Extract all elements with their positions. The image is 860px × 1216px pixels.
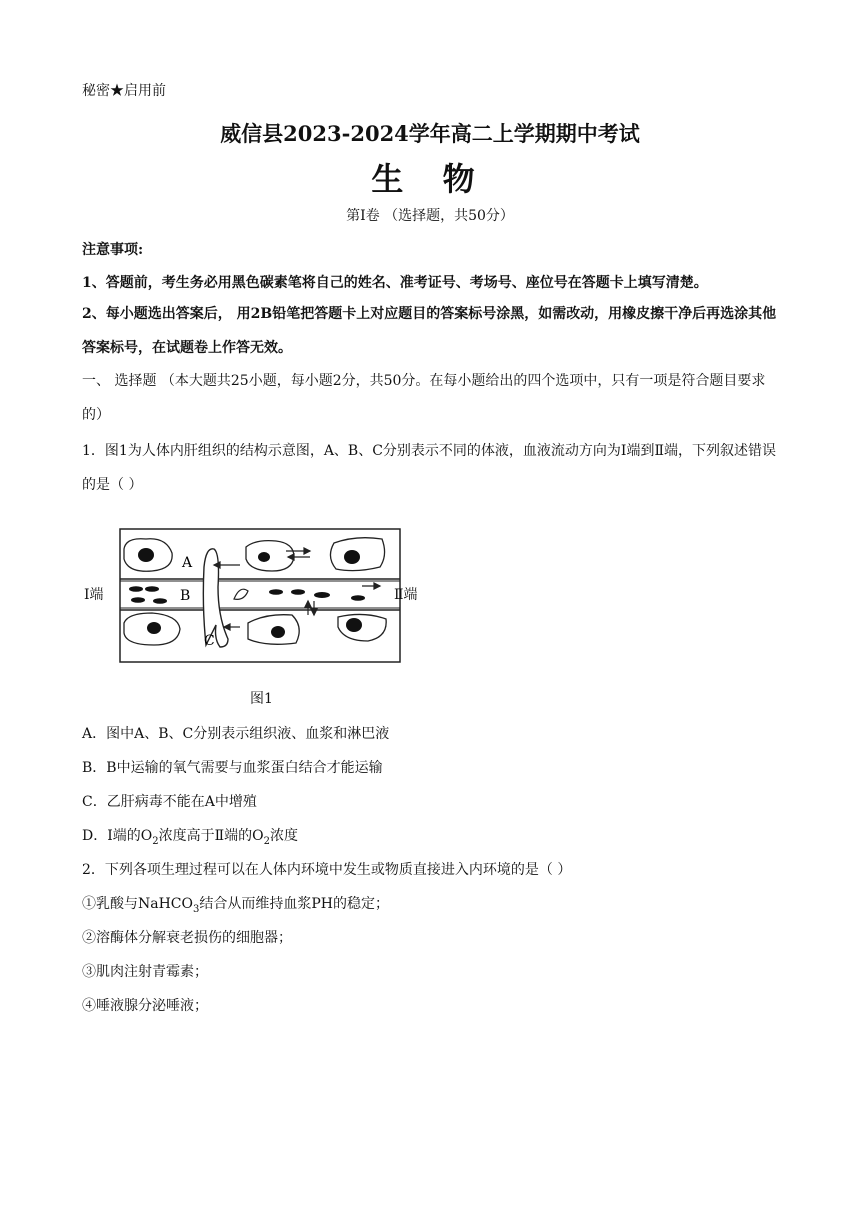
- blood-cell: [351, 595, 365, 601]
- item-text: 结合从而维持血浆PH的稳定；: [199, 896, 390, 912]
- cell-nucleus: [346, 618, 362, 632]
- subscript: 2: [152, 835, 159, 847]
- label-a: A: [182, 555, 193, 571]
- note-item-2: 2、每小题选出答案后， 用2B铅笔把答题卡上对应题目的答案标号涂黑，如需改动，用橡皮擦干净后再选涂其他答案标号，在试题卷上作答无效。: [82, 306, 777, 356]
- cell-nucleus: [258, 552, 270, 562]
- blood-cell: [131, 597, 145, 603]
- cell-nucleus: [344, 550, 360, 564]
- blood-cell: [145, 586, 159, 592]
- figure-caption: 图1: [250, 691, 273, 707]
- question-2-stem: 2．下列各项生理过程可以在人体内环境中发生或物质直接进入内环境的是（ ）: [82, 862, 572, 878]
- subject-title: 生 物: [371, 160, 489, 198]
- tissue-cell-bottom-3: [338, 614, 386, 641]
- blood-cell: [129, 586, 143, 592]
- q2-item-3: ③肌肉注射青霉素；: [82, 964, 208, 980]
- cell-nucleus: [138, 548, 154, 562]
- blood-cell: [314, 592, 330, 598]
- q1-option-d: [82, 825, 298, 847]
- tissue-cell-top-2: [246, 541, 294, 571]
- option-d-text: 浓度: [269, 828, 298, 844]
- subscript: 2: [263, 835, 270, 847]
- note-item-1: 1、答题前，考生务必用黑色碳素笔将自己的姓名、准考证号、考场号、座位号在答题卡上填写清楚。: [82, 275, 708, 291]
- section-heading: 一、 选择题 （本大题共25小题，每小题2分，共50分。在每小题给出的四个选项中，只有一项是符合题目要求的）: [82, 373, 766, 423]
- subscript: 3: [193, 903, 200, 915]
- notes-heading: 注意事项:: [82, 242, 144, 258]
- label-end-2: Ⅱ端: [394, 587, 418, 603]
- option-d-text: 浓度高于Ⅱ端的O: [158, 828, 264, 844]
- q2-item-2: ②溶酶体分解衰老损伤的细胞器；: [82, 930, 292, 946]
- q1-option-c: C．乙肝病毒不能在A中增殖: [82, 794, 257, 810]
- q1-option-a: A．图中A、B、C分别表示组织液、血浆和淋巴液: [82, 726, 390, 742]
- item-text: ①乳酸与NaHCO: [82, 896, 193, 912]
- confidential-mark: 秘密★启用前: [82, 83, 166, 99]
- label-end-1: Ⅰ端: [84, 587, 104, 603]
- label-c: C: [204, 633, 215, 649]
- exam-title: 威信县2023-2024学年高二上学期期中考试: [220, 121, 640, 146]
- blood-cell: [291, 589, 305, 595]
- option-d-text: D．Ⅰ端的O: [82, 828, 153, 844]
- label-b: B: [180, 588, 191, 604]
- blood-cell: [153, 598, 167, 604]
- q2-item-1: [82, 893, 389, 915]
- volume-label: 第Ⅰ卷 （选择题，共50分）: [346, 208, 514, 224]
- q1-option-b: B．B中运输的氧气需要与血浆蛋白结合才能运输: [82, 760, 383, 776]
- q2-item-4: ④唾液腺分泌唾液；: [82, 998, 208, 1014]
- cell-nucleus: [147, 622, 161, 634]
- capillary-cell-outline: [234, 589, 248, 599]
- cell-nucleus: [271, 626, 285, 638]
- question-1-stem: 1．图1为人体内肝组织的结构示意图，A、B、C分别表示不同的体液，血液流动方向为Ⅰ端到Ⅱ端，下列叙述错误的是（ ）: [82, 443, 776, 493]
- blood-cell: [269, 589, 283, 595]
